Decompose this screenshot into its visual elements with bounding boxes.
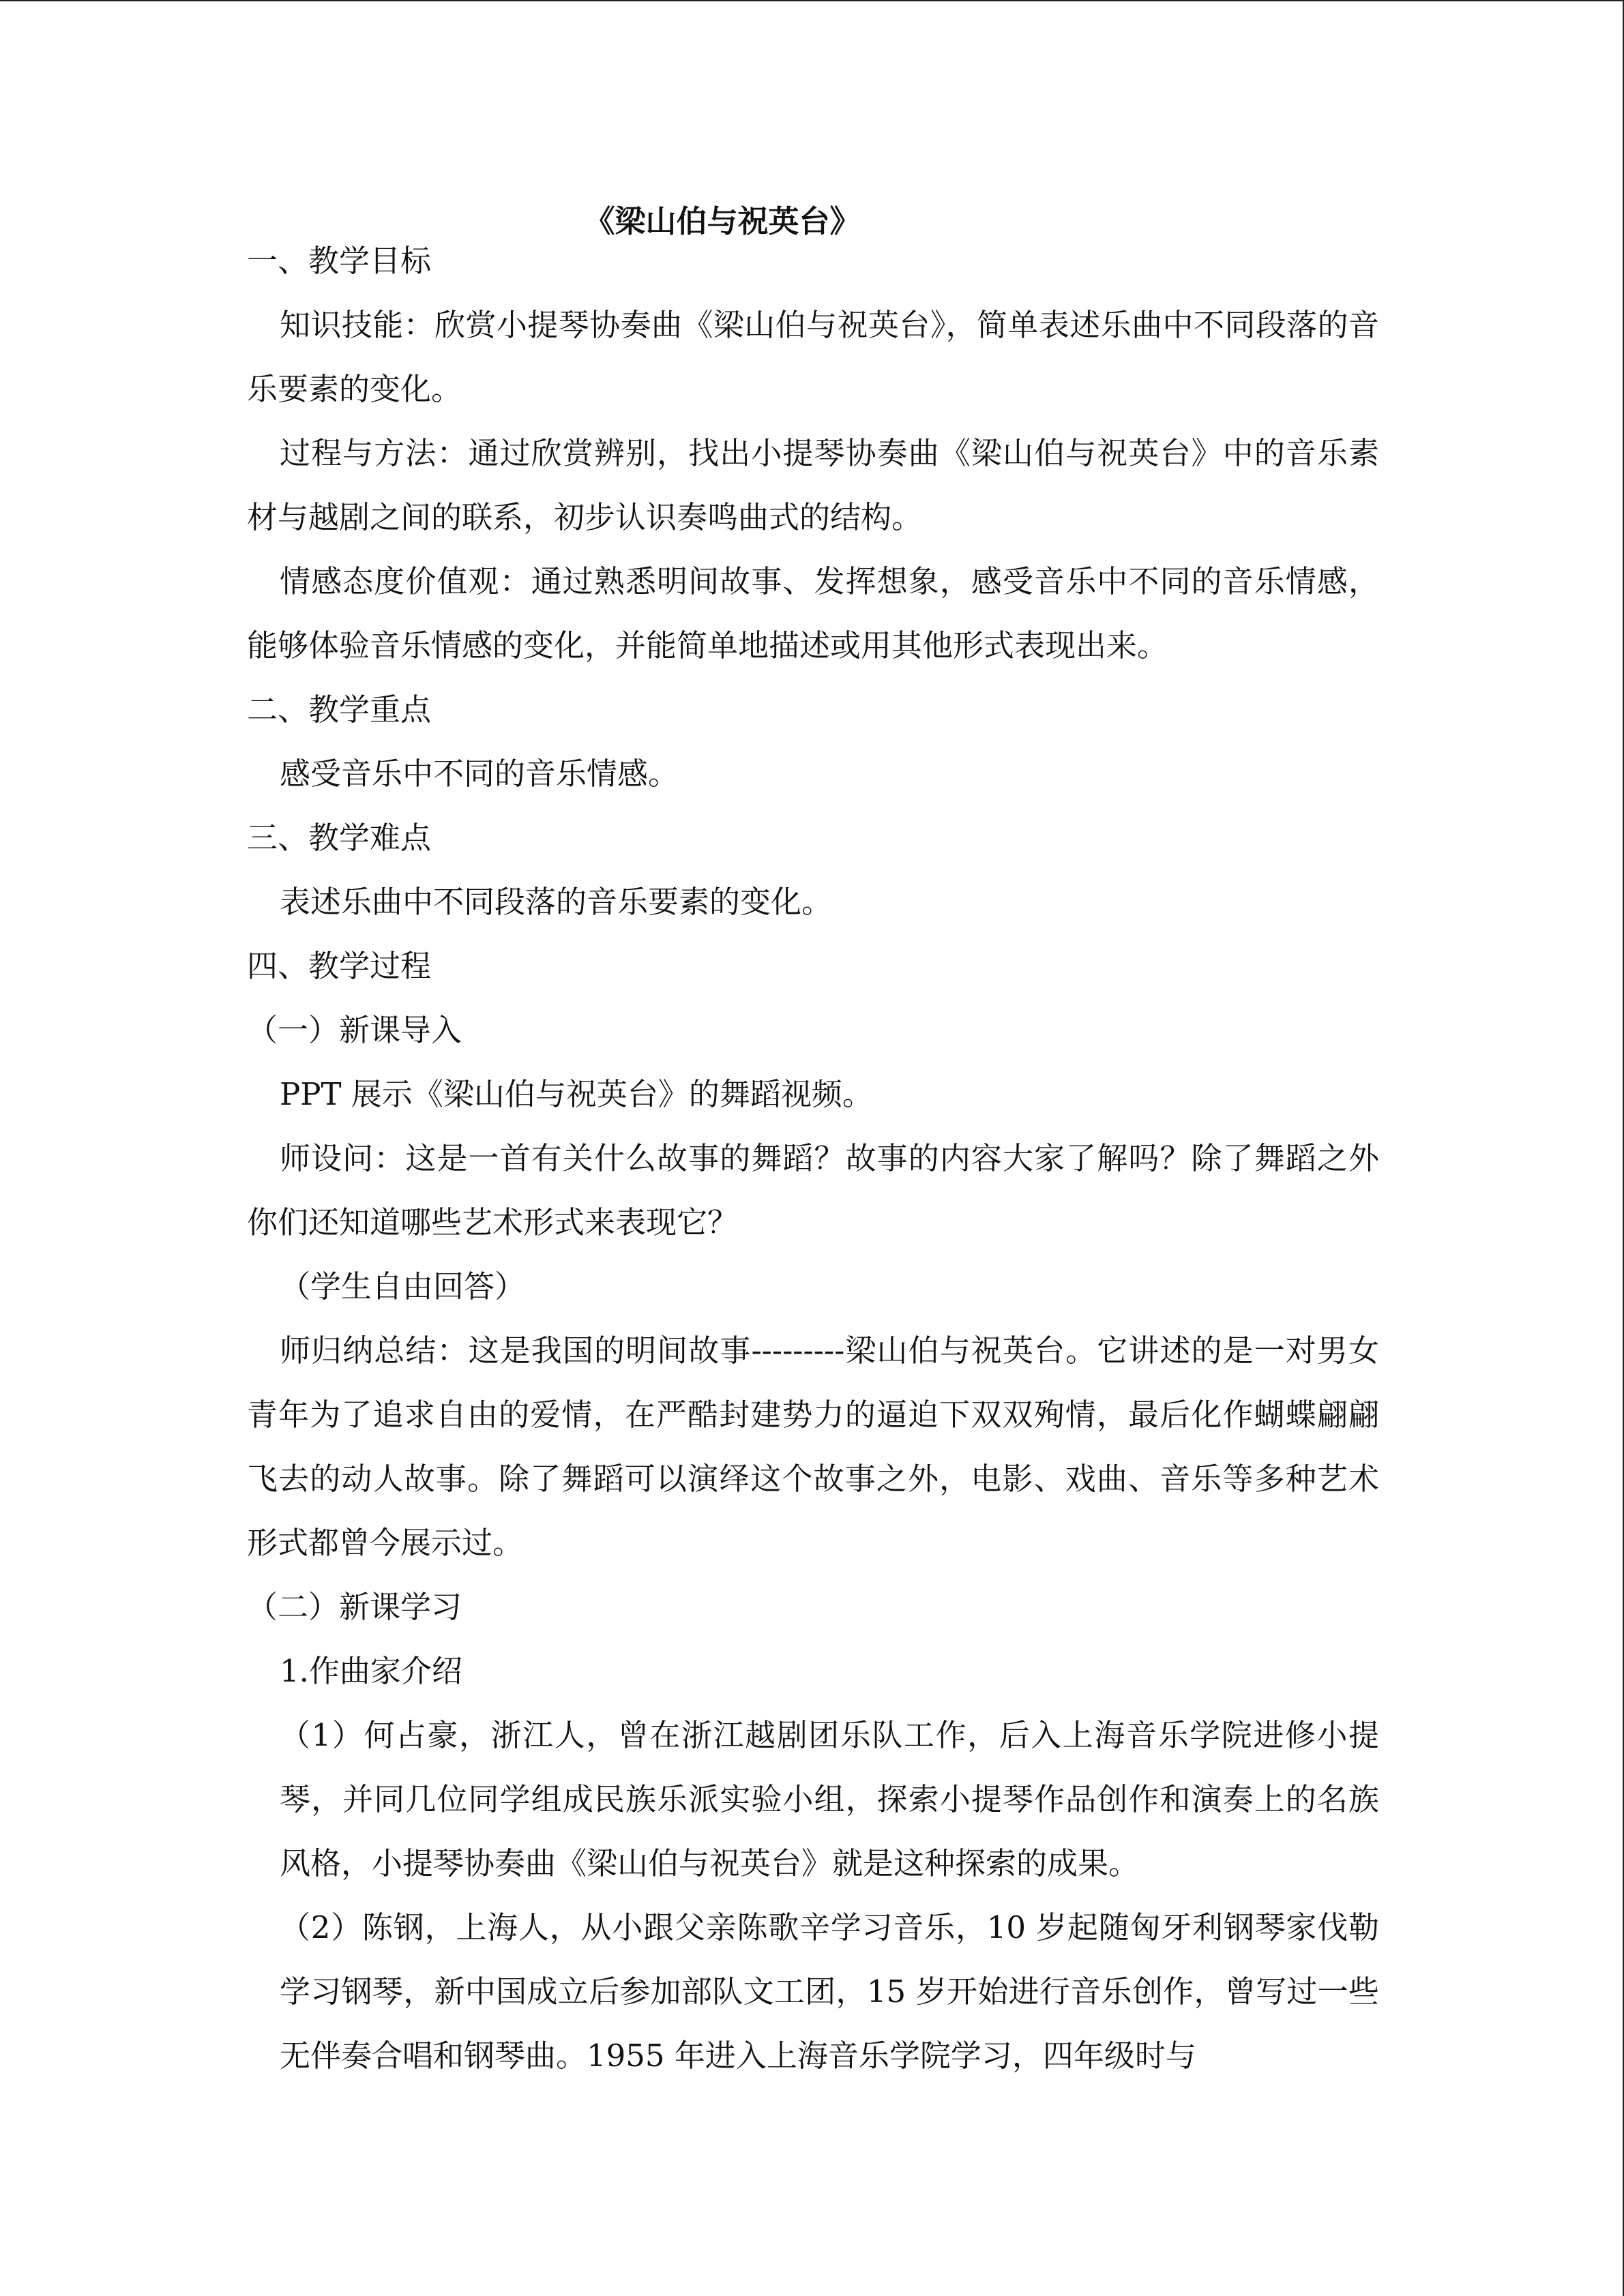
heading-new-lesson: （二）新课学习: [247, 1589, 462, 1625]
paragraph-ppt: PPT 展示《梁山伯与祝英台》的舞蹈视频。: [280, 1076, 873, 1112]
paragraph-key-points: 感受音乐中不同的音乐情感。: [280, 756, 679, 792]
paragraph-he-zhanhao: （1）何占豪，浙江人，曾在浙江越剧团乐队工作，后入上海音乐学院进修小提琴，并同几位同学组成民族乐派实验小组，探索小提琴作品创作和演奏上的名族风格，小提琴协奏曲《梁山伯与祝英台》就是这种探索的成果。: [280, 1717, 1379, 1881]
paragraph-composer-intro: 1.作曲家介绍: [280, 1653, 462, 1689]
paragraph-process-method: 过程与方法：通过欣赏辨别，找出小提琴协奏曲《梁山伯与祝英台》中的音乐素材与越剧之间的联系，初步认识奏鸣曲式的结构。: [247, 435, 1379, 535]
heading-objectives: 一、教学目标: [247, 243, 432, 279]
paragraph-teacher-question: 师设问：这是一首有关什么故事的舞蹈？故事的内容大家了解吗？除了舞蹈之外你们还知道哪些艺术形式来表现它？: [247, 1140, 1379, 1240]
paragraph-emotion-values: 情感态度价值观：通过熟悉明间故事、发挥想象，感受音乐中不同的音乐情感，能够体验音乐情感的变化，并能简单地描述或用其他形式表现出来。: [247, 563, 1379, 664]
heading-introduction: （一）新课导入: [247, 1012, 462, 1048]
paragraph-knowledge-skills: 知识技能：欣赏小提琴协奏曲《梁山伯与祝英台》，简单表述乐曲中不同段落的音乐要素的变化。: [247, 307, 1379, 407]
heading-key-points: 二、教学重点: [247, 691, 432, 728]
paragraph-student-answer: （学生自由回答）: [280, 1268, 526, 1304]
document-body: [247, 229, 1379, 2088]
paragraph-difficulties: 表述乐曲中不同段落的音乐要素的变化。: [280, 884, 833, 920]
heading-teaching-process: 四、教学过程: [247, 948, 432, 984]
heading-difficulties: 三、教学难点: [247, 820, 432, 856]
document-title: 《梁山伯与祝英台》: [584, 203, 861, 239]
page-border-top: [0, 0, 1624, 1]
paragraph-teacher-summary: 师归纳总结：这是我国的明间故事---------梁山伯与祝英台。它讲述的是一对男女青年为了追求自由的爱情，在严酷封建势力的逼迫下双双殉情，最后化作蝴蝶翩翩飞去的动人故事。除了舞蹈可以演绎这个故事之外，电影、戏曲、音乐等多种艺术形式都曾今展示过。: [247, 1332, 1379, 1561]
paragraph-chen-gang: （2）陈钢，上海人，从小跟父亲陈歌辛学习音乐，10 岁起随匈牙利钢琴家伐勒学习钢琴，新中国成立后参加部队文工团，15 岁开始进行音乐创作，曾写过一些无伴奏合唱和钢琴曲。1955 年进入上海音乐学院学习，四年级时与: [280, 1909, 1379, 2074]
